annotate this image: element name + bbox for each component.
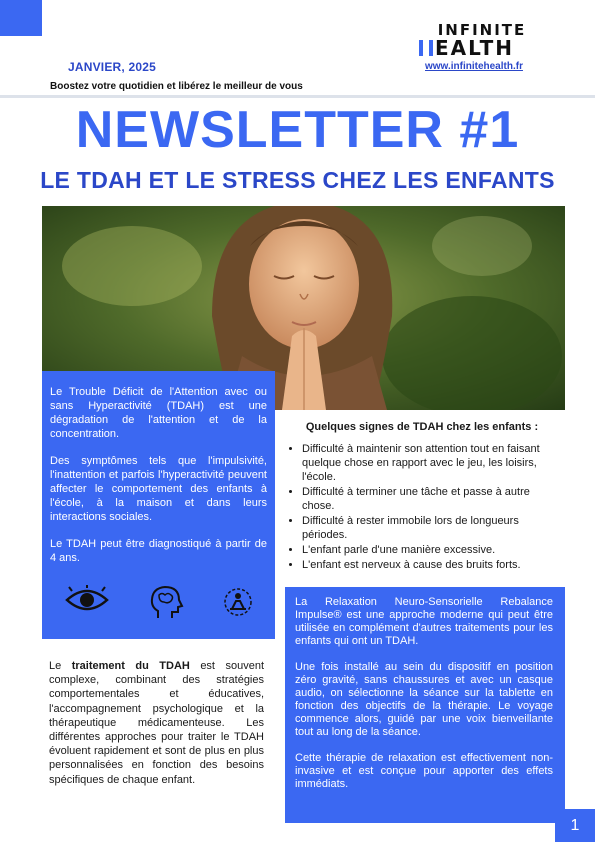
treatment-paragraph <box>49 659 264 787</box>
signs-list <box>287 442 557 572</box>
logo-text-top: INFINITE <box>437 21 527 39</box>
list-item: • Difficulté à maintenir son attention tout en faisant quelque chose en rapport avec le jeu, les loisirs, l'école. <box>302 442 557 484</box>
list-item: • L'enfant est nerveux à cause des bruits forts. <box>302 558 557 572</box>
intro-paragraph-3: Le TDAH peut être diagnostiqué à partir de 4 ans. <box>50 538 267 564</box>
eye-icon <box>64 585 110 615</box>
intro-panel <box>42 371 275 639</box>
brand-logo[interactable] <box>419 22 545 72</box>
therapy-panel <box>285 587 565 823</box>
treatment-lead: Le <box>49 660 72 672</box>
signs-heading: Quelques signes de TDAH chez les enfants : <box>305 421 539 433</box>
therapy-paragraph-1: La Relaxation Neuro-Sensorielle Rebalance Impulse® est une approche moderne qui peut être utilisée en complément d'autres traitements pour les enfants qui ont un TDAH. <box>295 596 553 647</box>
therapy-paragraph-2: Une fois installé au sein du dispositif en position zéro gravité, sans chaussures et avec un casque audio, on sélectionne la séance sur la tablette en fonction des objectifs de la thérapie. Le voyage commence alors, guidé par une voix bienveillante tout au long de la séance. <box>295 661 553 738</box>
page-number: 1 <box>555 809 595 842</box>
logo-h-icon <box>419 40 433 56</box>
signs-section <box>287 420 557 573</box>
corner-accent <box>0 0 42 36</box>
intro-paragraph-2: Des symptômes tels que l'impulsivité, l'inattention et parfois l'hyperactivité peuvent affecter le comportement des enfants à l'école, à la maison et dans leurs interactions sociales. <box>50 455 267 523</box>
header-divider <box>0 95 595 98</box>
page-title: NEWSLETTER #1 <box>75 101 520 159</box>
brain-head-icon <box>148 585 184 621</box>
intro-paragraph-1: Le Trouble Déficit de l'Attention avec ou sans Hyperactivité (TDAH) est une dégradation de l'attention et de la concentration. <box>50 386 267 440</box>
therapy-paragraph-3: Cette thérapie de relaxation est effectivement non-invasive et est conçue pour apporter des effets immédiats. <box>295 752 553 790</box>
treatment-keyword: traitement du TDAH <box>71 660 190 672</box>
meditation-icon <box>222 585 254 619</box>
icon-row <box>64 585 254 621</box>
list-item: • Difficulté à terminer une tâche et passe à autre chose. <box>302 485 557 513</box>
tagline: Boostez votre quotidien et libérez le meilleur de vous <box>50 81 303 92</box>
issue-date: JANVIER, 2025 <box>68 60 156 74</box>
website-link[interactable]: www.infinitehealth.fr <box>425 61 523 72</box>
page-subtitle: LE TDAH ET LE STRESS CHEZ LES ENFANTS <box>40 167 555 193</box>
logo-word: EALTH <box>435 36 514 60</box>
list-item: • Difficulté à rester immobile lors de longueurs périodes. <box>302 514 557 542</box>
list-item: • L'enfant parle d'une manière excessive. <box>302 543 557 557</box>
treatment-text: est souvent complexe, combinant des stratégies comportementales et éducatives, l'accompagnement psychologique et la thérapeutique médicamenteuse. Les différentes approches pour traiter le TDAH évoluent rapidement et sont de plus en plus personnalisées en fonction des besoins spécifiques de chaque enfant. <box>49 660 264 786</box>
logo-text-bottom <box>419 38 545 58</box>
